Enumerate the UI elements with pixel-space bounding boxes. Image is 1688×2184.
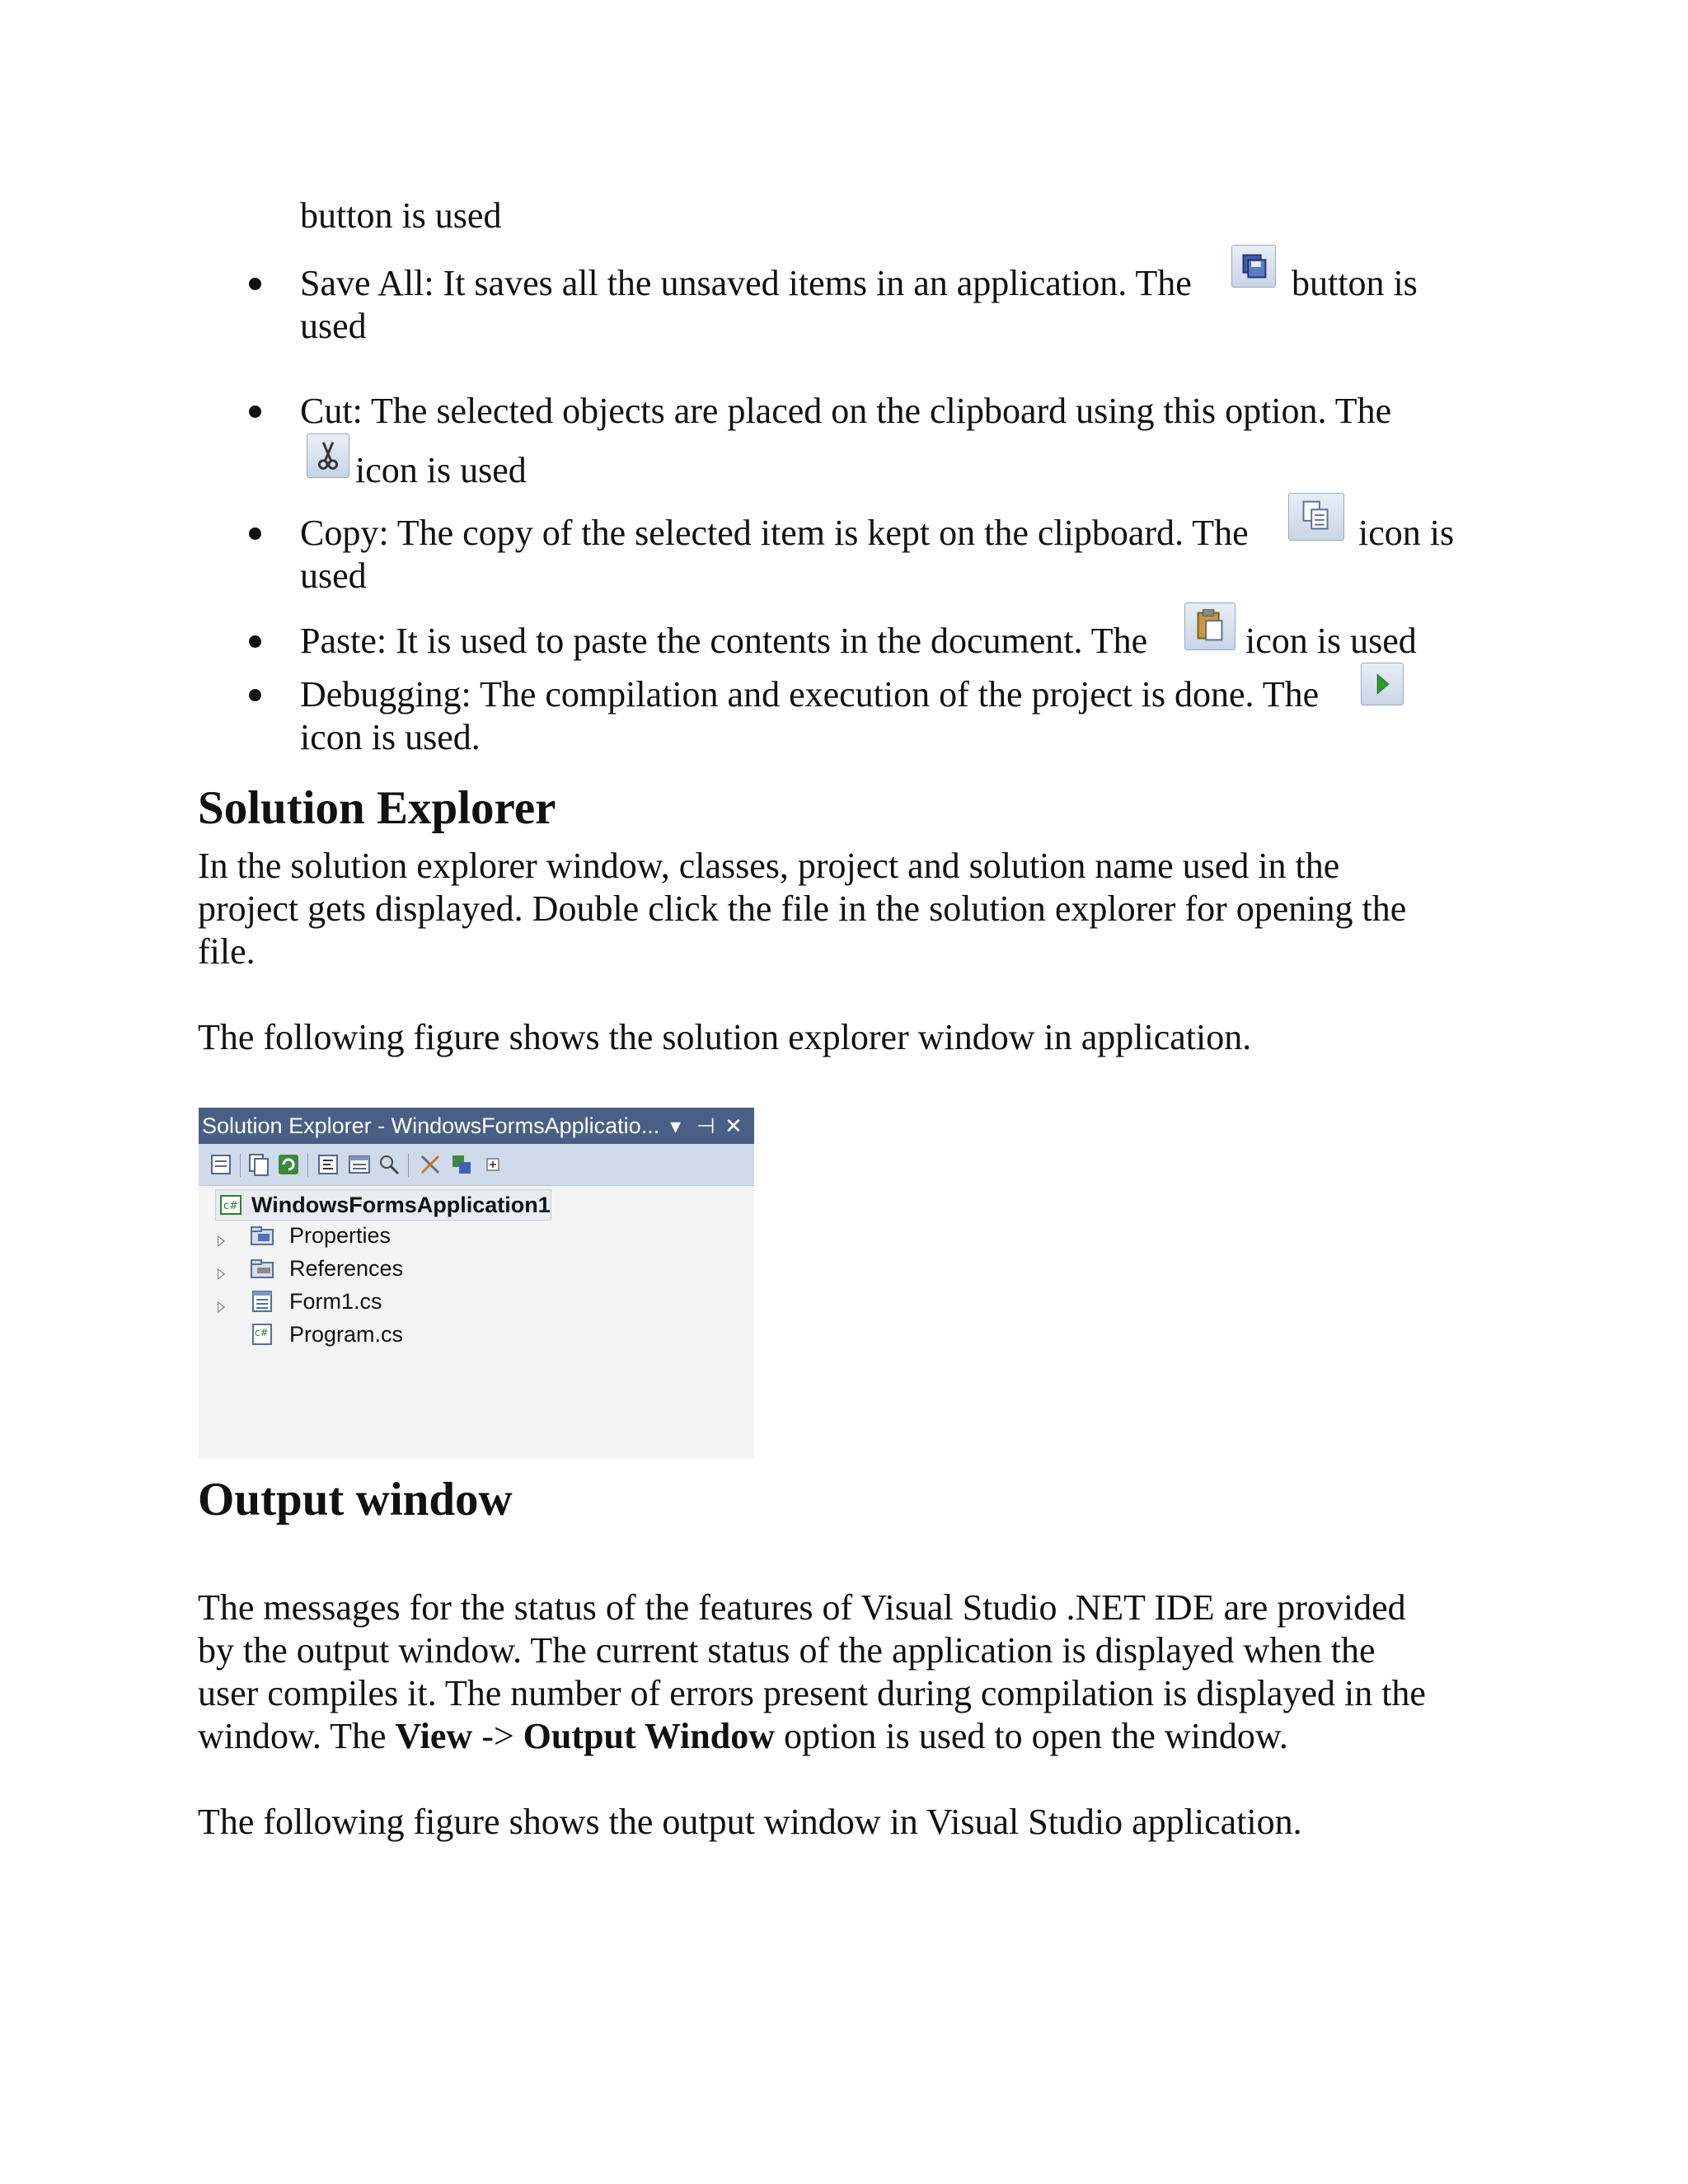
bullet-dot (249, 689, 261, 701)
svg-text:c#: c# (223, 1200, 239, 1212)
tree-root-node[interactable] (215, 1189, 751, 1221)
cut-text: Cut: The selected objects are placed on the clipboard using this option. The (300, 391, 1392, 431)
properties-icon[interactable] (209, 1152, 233, 1177)
output-window-heading: Output window (198, 1474, 513, 1526)
bullet-dot (249, 278, 261, 290)
start-debugging-icon (1361, 663, 1404, 705)
text-run: option is used to open the window. (774, 1716, 1288, 1756)
solution-explorer-toolbar (199, 1144, 754, 1186)
text-run: -> (472, 1716, 523, 1756)
copy-text-end: icon is (1358, 513, 1455, 553)
solution-explorer-figure-caption: The following figure shows the solution explorer window in application. (198, 1017, 1252, 1057)
save-all-text-line2: used (300, 306, 367, 346)
solution-explorer-para-line: project gets displayed. Double click the file in the solution explorer for opening the (198, 888, 1407, 929)
expand-arrow-icon[interactable] (218, 1235, 225, 1247)
expand-arrow-icon[interactable] (218, 1301, 225, 1313)
tools-icon[interactable] (418, 1152, 443, 1177)
pin-icon[interactable]: ⊣ (696, 1113, 715, 1138)
properties-folder-icon (250, 1224, 274, 1247)
tree-item-references[interactable]: References (289, 1256, 404, 1281)
output-window-para-line: by the output window. The current status of the application is displayed when the (198, 1630, 1376, 1671)
output-window-menu-text: Output Window (523, 1716, 775, 1756)
toolbar-separator (240, 1154, 241, 1177)
output-window-para-line: user compiles it. The number of errors present during compilation is displayed in the (198, 1673, 1426, 1713)
solution-explorer-para-line: In the solution explorer window, classes, project and solution name used in the (198, 846, 1340, 886)
paste-text-end: icon is used (1245, 621, 1417, 661)
debugging-text-line2: icon is used. (300, 717, 481, 757)
scissors-icon (307, 434, 349, 478)
project-name: WindowsFormsApplication1 (251, 1193, 551, 1217)
cut-text-line2: icon is used (355, 450, 527, 490)
svg-text:c#: c# (255, 1327, 269, 1338)
solution-explorer-figure (199, 1108, 754, 1459)
references-folder-icon (250, 1257, 274, 1280)
toolbar-separator (307, 1154, 308, 1177)
form-file-icon (250, 1290, 274, 1313)
intro-fragment: button is used (300, 195, 502, 236)
show-all-files-icon[interactable] (246, 1152, 271, 1177)
text-run: window. The (198, 1716, 396, 1756)
solution-explorer-para-line: file. (198, 931, 256, 972)
output-window-para-line-last (198, 1715, 1288, 1758)
csharp-file-icon (250, 1323, 274, 1346)
output-window-figure-caption: The following figure shows the output window in Visual Studio application. (198, 1802, 1302, 1842)
tree-item-program[interactable]: Program.cs (289, 1322, 404, 1347)
view-menu-text: View (395, 1716, 473, 1756)
bullet-dot (249, 405, 261, 418)
dropdown-arrow-icon[interactable]: ▾ (670, 1113, 682, 1138)
refresh-icon[interactable] (276, 1152, 301, 1177)
close-icon[interactable]: ✕ (724, 1113, 743, 1138)
tree-item-form1[interactable]: Form1.cs (289, 1289, 382, 1314)
debugging-text: Debugging: The compilation and execution of the project is done. The (300, 674, 1320, 715)
window-title: Solution Explorer - WindowsFormsApplicatio... (202, 1113, 660, 1138)
bullet-dot (249, 527, 261, 540)
save-all-icon (1231, 245, 1276, 288)
copy-icon (1288, 493, 1344, 541)
save-all-text-end: button is (1292, 263, 1418, 303)
output-window-para-line: The messages for the status of the features of Visual Studio .NET IDE are provided (198, 1587, 1406, 1628)
csharp-project-icon (218, 1193, 243, 1216)
paste-icon (1184, 602, 1236, 650)
view-code-icon[interactable] (316, 1152, 340, 1177)
save-all-text: Save All: It saves all the unsaved items in an application. The (300, 263, 1192, 303)
paste-text: Paste: It is used to paste the contents in the document. The (300, 621, 1148, 661)
view-designer-icon[interactable] (347, 1152, 372, 1177)
copy-text-line2: used (300, 555, 367, 596)
tree-item-properties[interactable]: Properties (289, 1223, 392, 1248)
expand-icon[interactable] (481, 1152, 505, 1177)
solution-explorer-title-bar (199, 1108, 754, 1144)
copy-text: Copy: The copy of the selected item is kept on the clipboard. The (300, 513, 1249, 553)
expand-arrow-icon[interactable] (218, 1268, 225, 1280)
bullet-dot (249, 635, 261, 648)
toolbar-separator (408, 1154, 409, 1177)
class-diagram-icon[interactable] (377, 1152, 401, 1177)
solution-explorer-heading: Solution Explorer (198, 782, 556, 834)
nest-related-icon[interactable] (449, 1152, 474, 1177)
solution-tree (199, 1186, 754, 1459)
